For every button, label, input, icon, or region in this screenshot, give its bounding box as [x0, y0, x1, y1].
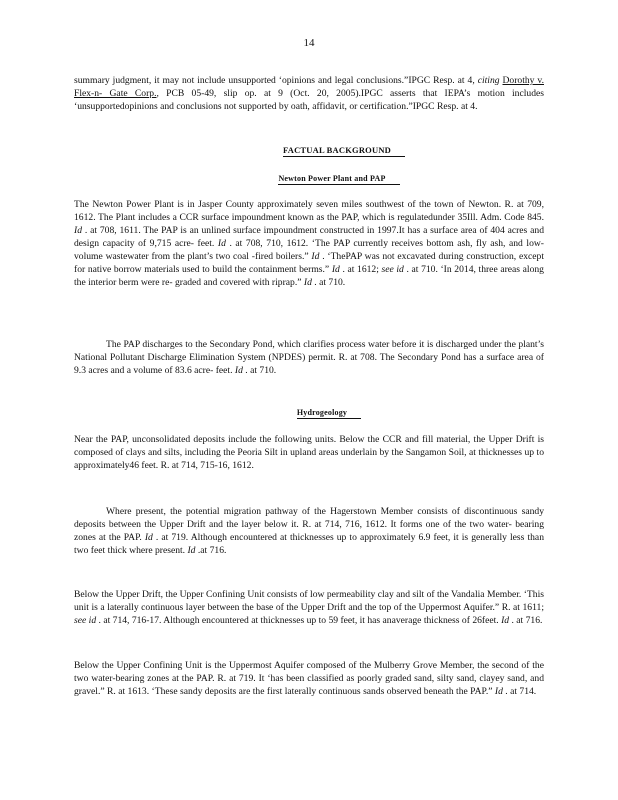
text-run: . at 710. ‘In 2014, three areas along the interior berm were re- graded and covered with riprap.”	[74, 264, 544, 288]
text-run: . at 708, 1611. The PAP is an unlined surface impoundment constructed in 1997.It has a surface area of 404 acres and design capacity of 9,715 acre- feet.	[74, 225, 544, 249]
citation-signal: Id	[331, 264, 340, 275]
paragraph-newton	[74, 198, 544, 289]
text-run: . ‘ThePAP was not excavated during construction, except for native borrow materials used to build the containment berms.”	[74, 251, 544, 275]
citation-signal: Id	[234, 365, 243, 376]
text-run: The Newton Power Plant is in Jasper County approximately seven miles southwest of the town of Newton. R. at 709, 1612. The Plant includes a CCR surface impoundment known as the PAP, which is regulatedunder 35Ill. Adm. Code 845.	[74, 199, 544, 223]
paragraph	[74, 338, 544, 377]
citation-signal: Id	[187, 545, 196, 556]
section-heading-factual-background: FACTUAL BACKGROUND	[0, 145, 618, 157]
citation-signal: Id	[303, 277, 312, 288]
paragraph	[74, 659, 544, 698]
paragraph	[74, 505, 544, 557]
text-run: . at 1612;	[339, 264, 382, 275]
paragraph-intro	[74, 74, 544, 113]
text-run: summary judgment, it may not include unsupported ‘opinions and legal conclusions.”IPGC Resp. at 4,	[74, 75, 478, 86]
paragraph-upper-confining	[74, 588, 544, 627]
citation-signal: see id	[381, 264, 404, 275]
text-run: .at 716.	[195, 545, 227, 556]
text-run: Below the Upper Drift, the Upper Confining Unit consists of low permeability clay and silt of the Vandalia Member. ‘This unit is a laterally continuous layer between the base of the Upper Drift and the top of the Uppermost Aquifer.” R. at 1611;	[74, 589, 544, 613]
text-run: . at 714.	[502, 686, 537, 697]
citation-signal: citing	[477, 75, 500, 86]
text-run: , PCB 05-49, slip op. at 9 (Oct. 20, 2005).IPGC asserts that IEPA’s motion includes ‘unsupportedopinions and conclusions not supported by oath, affidavit, or certification.”IPGC Resp. at 4.	[74, 88, 544, 112]
text-run: . at 719. Although encountered at thicknesses up to approximately 6.9 feet, it is generally less than two feet thick where present.	[74, 532, 544, 556]
text-run: Where present, the potential migration pathway of the Hagerstown Member consists of discontinuous sandy deposits between the Upper Drift and the layer below it. R. at 714, 716, 1612. It forms one of the two water- bearing zones at the PAP.	[74, 506, 544, 543]
text-run: . at 716.	[509, 615, 543, 626]
citation-signal: Id	[311, 251, 320, 262]
text-run: . at 708, 710, 1612. ‘The PAP currently receives bottom ash, fly ash, and low- volume wastewater from the plant’s two coal -fired boilers.”	[74, 238, 544, 262]
case-name: Dorothy v. Flex-n- Gate Corp.	[74, 75, 544, 99]
subheading-hydrogeology: Hydrogeology	[0, 408, 618, 419]
text-run: . at 710.	[311, 277, 346, 288]
paragraph	[74, 588, 544, 627]
paragraph-pap-discharge	[74, 338, 544, 377]
paragraph-hagerstown	[74, 505, 544, 557]
paragraph	[74, 198, 544, 289]
page-number: 14	[303, 37, 315, 49]
subheading-newton-power-plant: Newton Power Plant and PAP	[0, 174, 618, 185]
paragraph-upper-drift	[74, 433, 544, 472]
citation-signal: Id	[494, 686, 503, 697]
paragraph-uppermost-aquifer	[74, 659, 544, 698]
text-run: . at 714, 716-17. Although encountered at thicknesses up to 59 feet, it has anaverage thickness of 26feet.	[96, 615, 502, 626]
text-run: . at 710.	[242, 365, 277, 376]
text-run: Below the Upper Confining Unit is the Uppermost Aquifer composed of the Mulberry Grove Member, the second of the two water-bearing zones at the PAP. R. at 719. It ‘has been classified as poorly graded sand, silty sand, clayey sand, and gravel.” R. at 1613. ‘These sandy deposits are the first laterally continuous sands observed beneath the PAP.”	[74, 660, 544, 697]
text-run: Near the PAP, unconsolidated deposits include the following units. Below the CCR and fill material, the Upper Drift is composed of clays and silts, including the Peoria Silt in upland areas underlain by the Sangamon Soil, at thicknesses up to approximately46 feet. R. at 714, 715-16, 1612.	[74, 434, 544, 471]
citation-signal: Id	[217, 238, 226, 249]
paragraph	[74, 433, 544, 472]
citation-signal: Id	[144, 532, 153, 543]
citation-signal: Id	[74, 225, 82, 236]
citation-signal: see id	[74, 615, 97, 626]
text-run: The PAP discharges to the Secondary Pond, which clarifies process water before it is discharged under the plant’s National Pollutant Discharge Elimination System (NPDES) permit. R. at 708. The Secondary Pond has a surface area of 9.3 acres and a volume of 83.6 acre- feet.	[74, 339, 544, 376]
paragraph	[74, 74, 544, 113]
citation-signal: Id	[501, 615, 510, 626]
